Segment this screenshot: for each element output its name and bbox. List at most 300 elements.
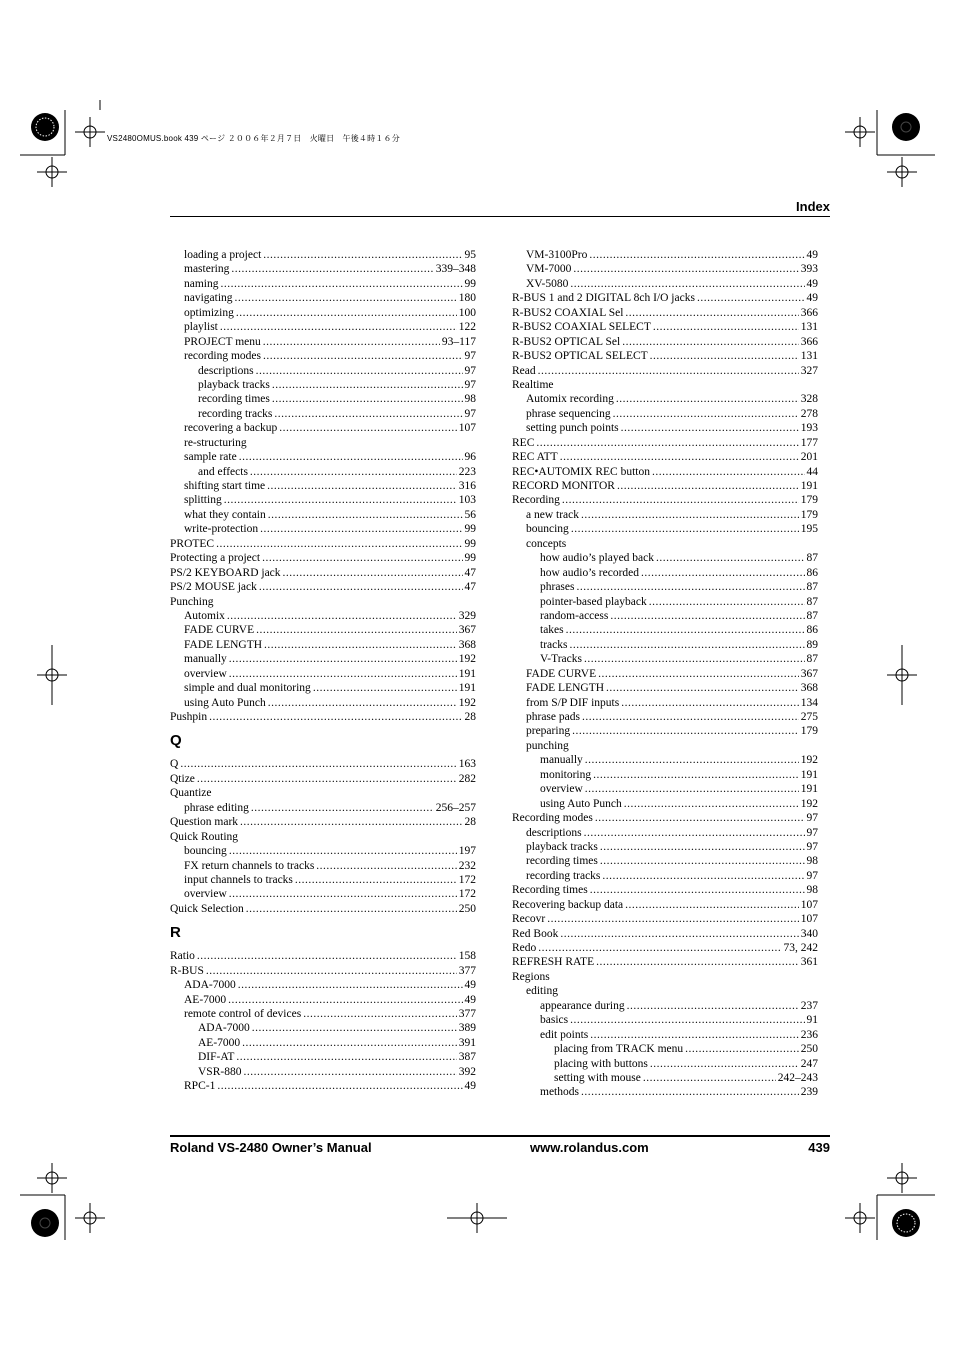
index-entry-label: placing with buttons xyxy=(554,1057,648,1070)
index-column-right xyxy=(512,248,818,1100)
index-entry-label: R-BUS 1 and 2 DIGITAL 8ch I/O jacks xyxy=(512,292,695,305)
index-entry xyxy=(170,1007,476,1021)
dot-leader xyxy=(650,349,799,363)
index-entry-page: 223 xyxy=(458,465,476,478)
index-entry xyxy=(170,1021,476,1035)
index-entry xyxy=(170,681,476,695)
dot-leader xyxy=(593,768,799,782)
dot-leader xyxy=(303,1007,457,1021)
index-entry-label: pointer-based playback xyxy=(540,595,647,608)
index-entry xyxy=(512,1028,818,1042)
index-entry xyxy=(512,522,818,536)
index-entry-label: FADE LENGTH xyxy=(526,682,605,695)
index-entry-page: 99 xyxy=(464,552,476,565)
dot-leader xyxy=(229,652,457,666)
index-entry-page: 191 xyxy=(800,768,818,781)
index-entry xyxy=(512,407,818,421)
index-entry xyxy=(170,978,476,992)
index-entry xyxy=(512,262,818,276)
index-column-left xyxy=(170,248,476,1094)
index-entry xyxy=(170,364,476,378)
index-entry xyxy=(512,638,818,652)
index-entry-page: 97 xyxy=(464,407,476,420)
dot-leader xyxy=(197,949,457,963)
index-entry-label: optimizing xyxy=(184,306,234,319)
index-entry xyxy=(170,450,476,464)
dot-leader xyxy=(641,566,805,580)
dot-leader xyxy=(197,772,457,786)
index-entry xyxy=(170,859,476,873)
index-entry-label: Qtize xyxy=(170,772,195,785)
index-entry xyxy=(512,927,818,941)
index-entry-label: using Auto Punch xyxy=(540,797,622,810)
index-entry-page: 237 xyxy=(800,999,818,1012)
index-entry-label: re-structuring xyxy=(184,436,247,449)
index-entry xyxy=(170,667,476,681)
index-entry-page: 131 xyxy=(800,350,818,363)
index-entry-page: 327 xyxy=(800,364,818,377)
dot-leader xyxy=(263,349,463,363)
index-entry xyxy=(512,436,818,450)
dot-leader xyxy=(279,421,457,435)
dot-leader xyxy=(566,623,805,637)
dot-leader xyxy=(246,902,457,916)
dot-leader xyxy=(217,1079,462,1093)
index-entry-label: R-BUS xyxy=(170,964,204,977)
dot-leader xyxy=(560,450,799,464)
index-entry xyxy=(512,652,818,666)
index-entry-label: playback tracks xyxy=(526,840,598,853)
index-entry-label: Realtime xyxy=(512,378,554,391)
index-entry-label: input channels to tracks xyxy=(184,873,293,886)
index-entry-label: REC xyxy=(512,436,535,449)
index-entry-page: 236 xyxy=(800,1028,818,1041)
index-entry-label: monitoring xyxy=(540,768,592,781)
dot-leader xyxy=(621,421,799,435)
index-entry-label: Quick Selection xyxy=(170,902,244,915)
index-entry-page: 97 xyxy=(464,378,476,391)
index-entry xyxy=(512,248,818,262)
index-entry-label: FADE CURVE xyxy=(526,667,597,680)
index-entry xyxy=(170,949,476,963)
index-entry-label: basics xyxy=(540,1014,569,1027)
index-entry-label: how audio’s recorded xyxy=(540,566,639,579)
dot-leader xyxy=(571,522,799,536)
dot-leader xyxy=(229,887,457,901)
dot-leader xyxy=(252,1021,457,1035)
index-entry xyxy=(170,262,476,276)
index-entry-page: 179 xyxy=(800,508,818,521)
index-entry xyxy=(512,465,818,479)
dot-leader xyxy=(295,873,457,887)
index-entry-label: Automix recording xyxy=(526,393,614,406)
index-entry xyxy=(170,551,476,565)
index-entry xyxy=(512,826,818,840)
dot-leader xyxy=(627,999,799,1013)
dot-leader xyxy=(236,306,457,320)
index-entry-label: R-BUS2 OPTICAL Sel xyxy=(512,335,621,348)
index-entry xyxy=(512,811,818,825)
index-entry xyxy=(170,964,476,978)
index-entry-page: 97 xyxy=(806,826,818,839)
index-entry-page: 191 xyxy=(800,783,818,796)
index-entry xyxy=(512,955,818,969)
footer-page-number: 439 xyxy=(808,1140,830,1155)
dot-leader xyxy=(229,844,457,858)
dot-leader xyxy=(572,724,799,738)
index-entry xyxy=(170,696,476,710)
index-entry-label: Q xyxy=(170,758,179,771)
index-entry-page: 134 xyxy=(800,696,818,709)
index-entry-page: 49 xyxy=(464,979,476,992)
index-entry xyxy=(512,797,818,811)
index-entry xyxy=(512,883,818,897)
dot-leader xyxy=(616,392,799,406)
dot-leader xyxy=(652,465,805,479)
index-entry-label: Punching xyxy=(170,595,214,608)
index-entry-label: ADA-7000 xyxy=(198,1022,250,1035)
index-entry-page: 250 xyxy=(800,1043,818,1056)
index-entry-label: VM-7000 xyxy=(526,263,572,276)
index-entry-label: remote control of devices xyxy=(184,1008,302,1020)
dot-leader xyxy=(573,262,798,276)
index-entry xyxy=(512,1042,818,1056)
index-entry-page: 179 xyxy=(800,494,818,507)
index-entry-label: VSR-880 xyxy=(198,1065,242,1078)
dot-leader xyxy=(229,667,457,681)
dot-leader xyxy=(656,551,804,565)
index-entry-page: 100 xyxy=(458,306,476,319)
index-entry-page: 93–117 xyxy=(441,335,476,348)
index-entry-page: 87 xyxy=(806,581,818,594)
dot-leader xyxy=(581,508,799,522)
index-entry-label: Redo xyxy=(512,942,537,954)
index-entry xyxy=(170,349,476,363)
index-entry xyxy=(170,378,476,392)
index-entry-label: concepts xyxy=(526,537,567,550)
index-entry-label: recording times xyxy=(526,855,598,868)
index-entry-label: Quick Routing xyxy=(170,830,239,843)
index-entry-page: 177 xyxy=(800,436,818,449)
index-entry-label: PROJECT menu xyxy=(184,335,261,348)
index-entry-label: simple and dual monitoring xyxy=(184,682,311,695)
index-entry-label: manually xyxy=(184,653,227,666)
dot-leader xyxy=(560,927,798,941)
dot-leader xyxy=(569,638,804,652)
index-entry xyxy=(170,1036,476,1050)
index-entry-label: splitting xyxy=(184,494,222,507)
dot-leader xyxy=(643,1071,776,1085)
dot-leader xyxy=(206,964,457,978)
index-entry-label: overview xyxy=(540,783,583,796)
dot-leader xyxy=(585,753,799,767)
index-entry-label: recovering a backup xyxy=(184,422,278,435)
index-entry-label: setting with mouse xyxy=(554,1071,641,1084)
dot-leader xyxy=(649,595,805,609)
index-entry-page: 86 xyxy=(806,624,818,637)
index-entry-label: ADA-7000 xyxy=(184,979,236,992)
index-entry xyxy=(170,436,476,450)
index-entry xyxy=(170,638,476,652)
index-entry-page: 99 xyxy=(464,523,476,536)
index-entry xyxy=(170,830,476,844)
index-entry xyxy=(512,1013,818,1027)
index-entry xyxy=(512,551,818,565)
index-entry xyxy=(512,970,818,984)
index-entry-label: setting punch points xyxy=(526,422,619,435)
dot-leader xyxy=(613,407,799,421)
index-entry-label: XV-5080 xyxy=(526,277,569,290)
index-entry-label: recording times xyxy=(198,393,270,406)
index-entry xyxy=(170,1079,476,1093)
index-entry-label: phrase pads xyxy=(526,711,580,723)
index-entry xyxy=(170,291,476,305)
index-entry xyxy=(170,465,476,479)
index-entry-label: from S/P DIF inputs xyxy=(526,696,620,709)
index-entry-label: how audio’s played back xyxy=(540,552,655,565)
dot-leader xyxy=(235,291,457,305)
dot-leader xyxy=(589,248,804,262)
dot-leader xyxy=(239,450,463,464)
index-entry xyxy=(512,681,818,695)
index-entry-page: 366 xyxy=(800,306,818,319)
index-entry-label: edit points xyxy=(540,1028,589,1041)
index-entry xyxy=(512,392,818,406)
index-entry xyxy=(512,724,818,738)
index-entry xyxy=(512,667,818,681)
index-entry-page: 172 xyxy=(458,888,476,901)
index-entry xyxy=(170,815,476,829)
index-entry-page: 95 xyxy=(464,249,476,261)
index-entry-page: 366 xyxy=(800,335,818,348)
index-entry-page: 247 xyxy=(800,1057,818,1070)
dot-leader xyxy=(251,801,434,815)
dot-leader xyxy=(272,392,463,406)
index-entry-page: 163 xyxy=(458,758,476,771)
dot-leader xyxy=(283,566,463,580)
dot-leader xyxy=(606,681,799,695)
index-entry-page: 28 xyxy=(464,711,476,723)
index-entry-page: 99 xyxy=(464,537,476,550)
index-entry-label: navigating xyxy=(184,292,233,305)
dot-leader xyxy=(650,1057,799,1071)
dot-leader xyxy=(260,522,462,536)
index-entry-page: 49 xyxy=(464,993,476,1006)
index-entry-page: 97 xyxy=(464,350,476,363)
index-entry xyxy=(170,786,476,800)
index-entry-label: recording tracks xyxy=(198,407,273,420)
dot-leader xyxy=(600,854,805,868)
index-entry-label: recording modes xyxy=(184,350,261,363)
dot-leader xyxy=(264,638,457,652)
index-entry-label: methods xyxy=(540,1086,579,1099)
index-entry xyxy=(170,566,476,580)
index-entry-page: 47 xyxy=(464,581,476,594)
index-entry-label: RECORD MONITOR xyxy=(512,480,615,492)
dot-leader xyxy=(180,757,456,771)
index-entry xyxy=(170,993,476,1007)
index-entry-label: write-protection xyxy=(184,523,259,536)
index-entry xyxy=(512,912,818,926)
index-entry-label: REC•AUTOMIX REC button xyxy=(512,465,650,478)
index-entry xyxy=(512,364,818,378)
dot-leader xyxy=(243,1065,456,1079)
index-entry-label: R-BUS2 OPTICAL SELECT xyxy=(512,350,648,363)
index-entry-label: and effects xyxy=(198,465,248,478)
index-entry xyxy=(512,320,818,334)
dot-leader xyxy=(570,1013,804,1027)
index-entry xyxy=(170,844,476,858)
index-entry-label: PROTEC xyxy=(170,537,215,550)
index-entry xyxy=(170,1065,476,1079)
dot-leader xyxy=(262,551,462,565)
index-entry xyxy=(512,378,818,392)
index-entry-label: Recovering backup data xyxy=(512,898,624,911)
index-entry-label: manually xyxy=(540,754,583,767)
index-entry-page: 239 xyxy=(800,1086,818,1099)
index-entry-label: descriptions xyxy=(526,826,582,839)
index-entry-page: 393 xyxy=(800,263,818,276)
dot-leader xyxy=(231,262,433,276)
index-entry-label: sample rate xyxy=(184,451,237,464)
index-entry xyxy=(170,887,476,901)
dot-leader xyxy=(625,306,798,320)
index-entry xyxy=(170,493,476,507)
index-entry-page: 49 xyxy=(464,1080,476,1093)
index-entry-page: 97 xyxy=(806,869,818,882)
dot-leader xyxy=(256,364,463,378)
index-entry-page: 275 xyxy=(800,711,818,723)
index-entry-page: 377 xyxy=(458,964,476,977)
index-entry-page: 158 xyxy=(458,950,476,963)
index-entry xyxy=(170,421,476,435)
index-entry-label: phrase sequencing xyxy=(526,407,611,420)
dot-leader xyxy=(274,407,462,421)
index-entry-page: 107 xyxy=(800,898,818,911)
index-entry-page: 91 xyxy=(806,1014,818,1027)
index-entry xyxy=(512,1085,818,1099)
index-entry-page: 87 xyxy=(806,595,818,608)
dot-leader xyxy=(272,378,463,392)
index-entry-page: 282 xyxy=(458,772,476,785)
index-entry-label: bouncing xyxy=(184,845,227,858)
dot-leader xyxy=(595,811,805,825)
dot-leader xyxy=(596,955,799,969)
index-entry-page: 197 xyxy=(458,845,476,858)
index-entry xyxy=(170,508,476,522)
index-entry xyxy=(512,479,818,493)
index-entry-label: descriptions xyxy=(198,364,254,377)
dot-leader xyxy=(268,508,463,522)
dot-leader xyxy=(242,1036,457,1050)
index-entry xyxy=(170,580,476,594)
index-entry-page: 192 xyxy=(458,696,476,709)
index-entry xyxy=(512,335,818,349)
dot-leader xyxy=(577,580,805,594)
index-entry-page: 96 xyxy=(464,451,476,464)
index-entry xyxy=(512,580,818,594)
index-entry xyxy=(512,623,818,637)
dot-leader xyxy=(590,883,805,897)
index-entry-label: playlist xyxy=(184,321,218,334)
index-entry xyxy=(170,652,476,666)
index-entry xyxy=(512,277,818,291)
index-entry-page: 49 xyxy=(806,292,818,305)
dot-leader xyxy=(259,580,463,594)
index-entry-page: 232 xyxy=(458,859,476,872)
dot-leader xyxy=(228,993,462,1007)
index-entry xyxy=(170,407,476,421)
index-entry-label: tracks xyxy=(540,638,568,651)
dot-leader xyxy=(538,364,799,378)
index-section-heading: Q xyxy=(170,732,182,750)
index-entry-page: 278 xyxy=(800,407,818,420)
index-entry xyxy=(512,768,818,782)
index-entry-page: 250 xyxy=(458,902,476,915)
index-entry-page: 195 xyxy=(800,523,818,536)
index-entry-page: 361 xyxy=(800,956,818,969)
index-entry xyxy=(170,609,476,623)
index-entry xyxy=(512,696,818,710)
index-entry-label: PS/2 MOUSE jack xyxy=(170,581,257,594)
index-entry-page: 192 xyxy=(458,653,476,666)
index-entry xyxy=(512,869,818,883)
dot-leader xyxy=(238,978,463,992)
index-entry-page: 192 xyxy=(800,754,818,767)
index-entry xyxy=(512,840,818,854)
index-entry-page: 107 xyxy=(458,422,476,435)
index-entry xyxy=(512,493,818,507)
index-entry-page: 98 xyxy=(806,884,818,897)
index-entry-page: 172 xyxy=(458,873,476,886)
dot-leader xyxy=(625,898,799,912)
index-entry-page: 44 xyxy=(806,465,818,478)
index-entry-page: 97 xyxy=(464,364,476,377)
index-entry-label: naming xyxy=(184,277,219,290)
index-entry-page: 179 xyxy=(800,725,818,738)
index-entry-label: Question mark xyxy=(170,816,239,829)
dot-leader xyxy=(256,623,457,637)
index-entry-label: PS/2 KEYBOARD jack xyxy=(170,566,281,579)
index-entry-page: 340 xyxy=(800,927,818,940)
index-entry-page: 99 xyxy=(464,277,476,290)
index-entry-label: Pushpin xyxy=(170,711,208,723)
index-entry xyxy=(170,335,476,349)
index-entry-page: 86 xyxy=(806,566,818,579)
index-entry-label: AE-7000 xyxy=(198,1036,241,1049)
dot-leader xyxy=(227,609,457,623)
index-entry-label: what they contain xyxy=(184,508,266,521)
index-entry-page: 87 xyxy=(806,653,818,666)
index-entry-page: 122 xyxy=(458,321,476,334)
dot-leader xyxy=(216,537,462,551)
index-entry-page: 328 xyxy=(800,393,818,406)
index-entry-label: shifting start time xyxy=(184,480,266,492)
index-entry-page: 367 xyxy=(458,624,476,637)
index-entry xyxy=(512,739,818,753)
dot-leader xyxy=(610,609,804,623)
index-entry-page: 73, 242 xyxy=(783,942,818,954)
index-entry-page: 339–348 xyxy=(435,263,476,276)
index-entry xyxy=(170,710,476,724)
index-entry-label: a new track xyxy=(526,508,579,521)
dot-leader xyxy=(653,320,799,334)
index-entry-label: overview xyxy=(184,888,227,901)
dot-leader xyxy=(685,1042,799,1056)
dot-leader xyxy=(267,479,457,493)
index-entry-label: FADE LENGTH xyxy=(184,638,263,651)
dot-leader xyxy=(697,291,805,305)
